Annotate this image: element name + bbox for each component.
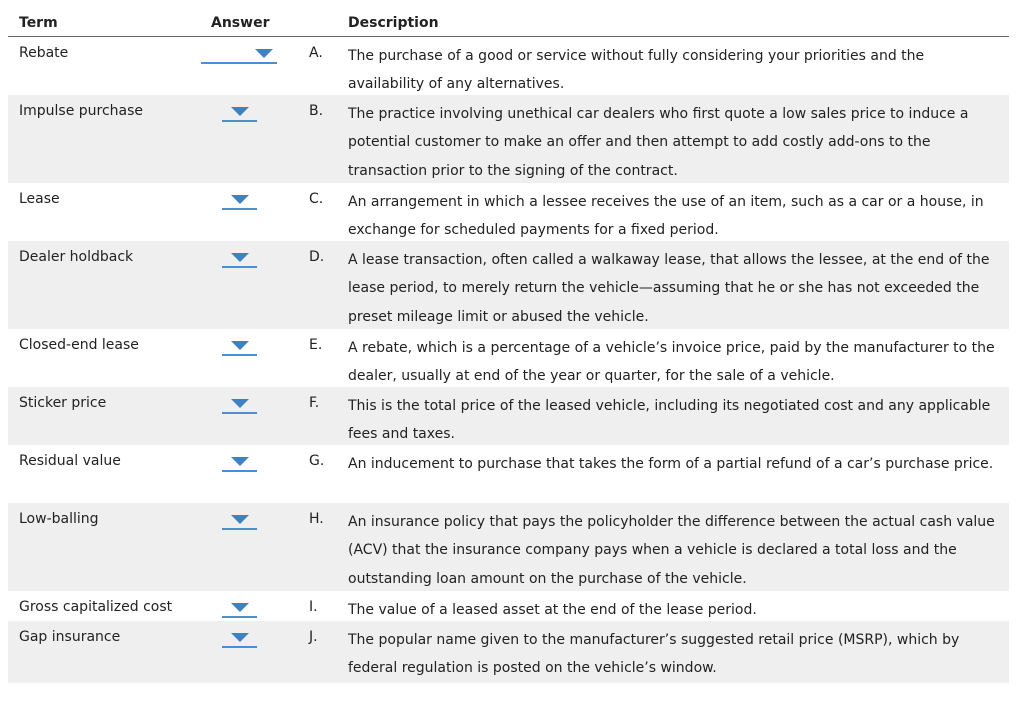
answer-dropdown-gap-insurance[interactable]: [222, 630, 257, 648]
table-row: [8, 445, 1009, 503]
answer-dropdown-impulse-purchase[interactable]: [222, 104, 257, 122]
caret-down-icon: [231, 633, 249, 642]
description-letter: H.: [309, 511, 324, 527]
description-text: An inducement to purchase that takes the form of a partial refund of a car’s purchase price.: [348, 456, 994, 472]
caret-down-icon: [231, 603, 249, 612]
term-label: Residual value: [19, 453, 121, 469]
description-text: A lease transaction, often called a walkaway lease, that allows the lessee, at the end of the lease period, to merely return the vehicle—assuming that he or she has not exceeded the preset mileage limit or abused the vehicle.: [348, 252, 990, 325]
term-label: Closed-end lease: [19, 337, 139, 353]
term-label: Rebate: [19, 45, 69, 61]
header-description: Description: [348, 15, 439, 31]
table-row: [8, 329, 1009, 387]
table-row: [8, 241, 1009, 329]
term-label: Sticker price: [19, 395, 107, 411]
table-row: [8, 503, 1009, 591]
term-label: Impulse purchase: [19, 103, 144, 119]
description-text: A rebate, which is a percentage of a vehicle’s invoice price, paid by the manufacturer to the dealer, usually at end of the year or quarter, for the sale of a vehicle.: [348, 340, 995, 385]
description-letter: C.: [309, 191, 324, 207]
answer-dropdown-residual-value[interactable]: [222, 454, 257, 472]
caret-down-icon: [255, 49, 273, 58]
description-letter: E.: [309, 337, 323, 353]
term-label: Low-balling: [19, 511, 99, 527]
table-row: [8, 621, 1009, 683]
caret-down-icon: [231, 457, 249, 466]
description-letter: F.: [309, 395, 320, 411]
description-text: An insurance policy that pays the policyholder the difference between the actual cash value (ACV) that the insurance company pays when a vehicle is declared a total loss and the outstanding loan amount on the purchase of the vehicle.: [348, 514, 995, 587]
header-answer: Answer: [211, 15, 270, 31]
description-letter: J.: [309, 629, 318, 645]
answer-dropdown-dealer-holdback[interactable]: [222, 250, 257, 268]
table-row: [8, 591, 1009, 621]
caret-down-icon: [231, 253, 249, 262]
caret-down-icon: [231, 515, 249, 524]
header-term: Term: [19, 15, 58, 31]
caret-down-icon: [231, 399, 249, 408]
table-row: [8, 183, 1009, 241]
caret-down-icon: [231, 341, 249, 350]
answer-dropdown-low-balling[interactable]: [222, 512, 257, 530]
answer-dropdown-sticker-price[interactable]: [222, 396, 257, 414]
description-text: This is the total price of the leased vehicle, including its negotiated cost and any applicable fees and taxes.: [348, 398, 991, 443]
description-text: An arrangement in which a lessee receives the use of an item, such as a car or a house, in exchange for scheduled payments for a fixed period.: [348, 194, 984, 239]
answer-dropdown-rebate[interactable]: [201, 46, 277, 64]
term-label: Lease: [19, 191, 60, 207]
description-letter: A.: [309, 45, 323, 61]
matching-table: [8, 8, 1009, 683]
table-row: [8, 95, 1009, 183]
term-label: Gap insurance: [19, 629, 121, 645]
answer-dropdown-lease[interactable]: [222, 192, 257, 210]
term-label: Gross capitalized cost: [19, 599, 173, 615]
table-row: [8, 37, 1009, 95]
description-text: The purchase of a good or service without fully considering your priorities and the availability of any alternatives.: [348, 48, 925, 93]
term-label: Dealer holdback: [19, 249, 134, 265]
description-letter: B.: [309, 103, 324, 119]
description-text: The practice involving unethical car dealers who first quote a low sales price to induce a potential customer to make an offer and then attempt to add costly add-ons to the transaction prior to the signing of the contract.: [348, 106, 969, 179]
table-row: [8, 387, 1009, 445]
description-text: The popular name given to the manufacturer’s suggested retail price (MSRP), which by federal regulation is posted on the vehicle’s window.: [348, 632, 960, 677]
caret-down-icon: [231, 107, 249, 116]
answer-dropdown-closed-end-lease[interactable]: [222, 338, 257, 356]
description-letter: I.: [309, 599, 318, 615]
answer-dropdown-gross-capitalized-cost[interactable]: [222, 600, 257, 618]
table-header: [8, 8, 1009, 37]
description-letter: D.: [309, 249, 325, 265]
caret-down-icon: [231, 195, 249, 204]
description-text: The value of a leased asset at the end of the lease period.: [348, 602, 757, 618]
description-letter: G.: [309, 453, 325, 469]
